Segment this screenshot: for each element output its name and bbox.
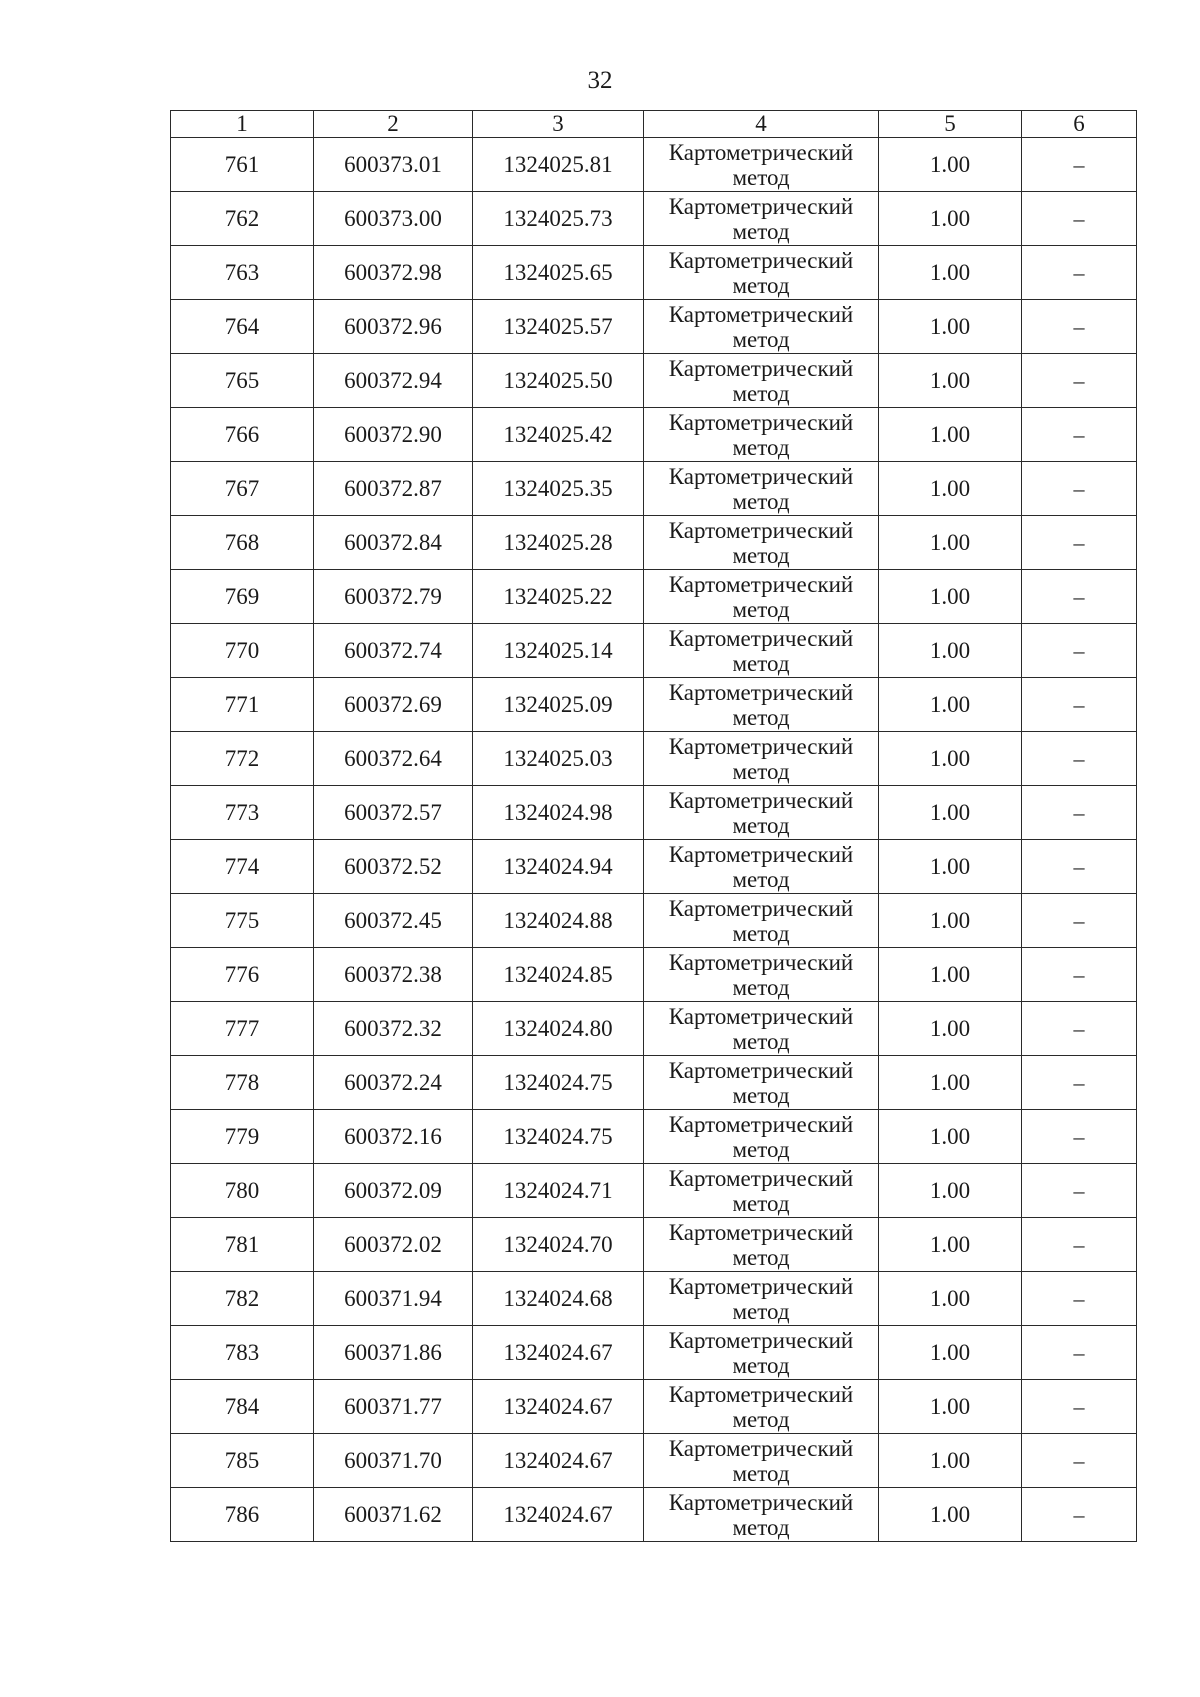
cell-method	[644, 1272, 879, 1326]
method-line-1: Картометрический	[668, 895, 854, 921]
cell-point-number: 761	[171, 138, 314, 192]
method-line-1: Картометрический	[668, 463, 854, 489]
method-line-1: Картометрический	[668, 679, 854, 705]
table-row	[171, 840, 1137, 894]
table-row	[171, 192, 1137, 246]
cell-x-coordinate: 600373.00	[314, 192, 473, 246]
cell-x-coordinate: 600372.32	[314, 1002, 473, 1056]
table-header	[171, 111, 1137, 138]
method-line-1: Картометрический	[668, 409, 854, 435]
cell-method	[644, 354, 879, 408]
method-line-2: метод	[732, 812, 790, 838]
cell-x-coordinate: 600372.74	[314, 624, 473, 678]
cell-note: –	[1022, 1002, 1137, 1056]
cell-accuracy: 1.00	[879, 732, 1022, 786]
cell-y-coordinate: 1324025.35	[473, 462, 644, 516]
cell-note: –	[1022, 1380, 1137, 1434]
method-line-2: метод	[732, 920, 790, 946]
method-line-2: метод	[732, 1244, 790, 1270]
cell-point-number: 778	[171, 1056, 314, 1110]
method-line-2: метод	[732, 542, 790, 568]
cell-y-coordinate: 1324024.67	[473, 1326, 644, 1380]
cell-x-coordinate: 600371.86	[314, 1326, 473, 1380]
cell-x-coordinate: 600371.62	[314, 1488, 473, 1542]
cell-y-coordinate: 1324024.71	[473, 1164, 644, 1218]
cell-y-coordinate: 1324024.68	[473, 1272, 644, 1326]
cell-x-coordinate: 600372.87	[314, 462, 473, 516]
method-line-1: Картометрический	[668, 1003, 854, 1029]
cell-method	[644, 192, 879, 246]
cell-accuracy: 1.00	[879, 840, 1022, 894]
cell-accuracy: 1.00	[879, 300, 1022, 354]
cell-y-coordinate: 1324024.67	[473, 1434, 644, 1488]
cell-point-number: 767	[171, 462, 314, 516]
cell-y-coordinate: 1324024.70	[473, 1218, 644, 1272]
cell-note: –	[1022, 1164, 1137, 1218]
method-line-2: метод	[732, 164, 790, 190]
cell-x-coordinate: 600372.45	[314, 894, 473, 948]
cell-method	[644, 570, 879, 624]
method-line-1: Картометрический	[668, 1435, 854, 1461]
cell-note: –	[1022, 192, 1137, 246]
method-line-2: метод	[732, 218, 790, 244]
cell-accuracy: 1.00	[879, 570, 1022, 624]
cell-point-number: 766	[171, 408, 314, 462]
cell-point-number: 772	[171, 732, 314, 786]
cell-method	[644, 1164, 879, 1218]
cell-method	[644, 624, 879, 678]
method-line-1: Картометрический	[668, 1111, 854, 1137]
method-line-2: метод	[732, 1190, 790, 1216]
cell-accuracy: 1.00	[879, 138, 1022, 192]
cell-accuracy: 1.00	[879, 1056, 1022, 1110]
cell-note: –	[1022, 1488, 1137, 1542]
cell-point-number: 764	[171, 300, 314, 354]
cell-note: –	[1022, 462, 1137, 516]
cell-y-coordinate: 1324024.88	[473, 894, 644, 948]
cell-method	[644, 1218, 879, 1272]
method-line-2: метод	[732, 1028, 790, 1054]
table-row	[171, 1110, 1137, 1164]
method-line-1: Картометрический	[668, 1489, 854, 1515]
table-body	[171, 138, 1137, 1542]
method-line-1: Картометрический	[668, 517, 854, 543]
cell-note: –	[1022, 1110, 1137, 1164]
cell-note: –	[1022, 570, 1137, 624]
method-line-2: метод	[732, 1136, 790, 1162]
cell-accuracy: 1.00	[879, 192, 1022, 246]
method-line-1: Картометрический	[668, 1273, 854, 1299]
cell-accuracy: 1.00	[879, 1218, 1022, 1272]
cell-y-coordinate: 1324025.09	[473, 678, 644, 732]
method-line-2: метод	[732, 488, 790, 514]
cell-y-coordinate: 1324025.28	[473, 516, 644, 570]
cell-note: –	[1022, 516, 1137, 570]
method-line-1: Картометрический	[668, 1327, 854, 1353]
cell-y-coordinate: 1324024.80	[473, 1002, 644, 1056]
method-line-2: метод	[732, 1298, 790, 1324]
table-row	[171, 786, 1137, 840]
header-col-1: 1	[171, 111, 314, 138]
table-row	[171, 894, 1137, 948]
cell-accuracy: 1.00	[879, 246, 1022, 300]
cell-method	[644, 732, 879, 786]
method-line-1: Картометрический	[668, 1381, 854, 1407]
cell-y-coordinate: 1324025.42	[473, 408, 644, 462]
cell-point-number: 783	[171, 1326, 314, 1380]
table-row	[171, 1002, 1137, 1056]
cell-method	[644, 840, 879, 894]
header-col-2: 2	[314, 111, 473, 138]
table-row	[171, 408, 1137, 462]
table-row	[171, 1164, 1137, 1218]
cell-method	[644, 1488, 879, 1542]
method-line-1: Картометрический	[668, 193, 854, 219]
cell-point-number: 769	[171, 570, 314, 624]
method-line-1: Картометрический	[668, 841, 854, 867]
cell-x-coordinate: 600372.64	[314, 732, 473, 786]
cell-method	[644, 246, 879, 300]
table-row	[171, 354, 1137, 408]
cell-accuracy: 1.00	[879, 516, 1022, 570]
cell-x-coordinate: 600372.69	[314, 678, 473, 732]
cell-x-coordinate: 600371.77	[314, 1380, 473, 1434]
table-row	[171, 678, 1137, 732]
cell-point-number: 782	[171, 1272, 314, 1326]
cell-method	[644, 1326, 879, 1380]
cell-accuracy: 1.00	[879, 462, 1022, 516]
method-line-2: метод	[732, 1352, 790, 1378]
method-line-2: метод	[732, 758, 790, 784]
cell-x-coordinate: 600373.01	[314, 138, 473, 192]
cell-method	[644, 1110, 879, 1164]
cell-note: –	[1022, 948, 1137, 1002]
method-line-2: метод	[732, 272, 790, 298]
method-line-1: Картометрический	[668, 1057, 854, 1083]
method-line-1: Картометрический	[668, 949, 854, 975]
table-row	[171, 462, 1137, 516]
cell-note: –	[1022, 786, 1137, 840]
cell-x-coordinate: 600372.09	[314, 1164, 473, 1218]
table-row	[171, 138, 1137, 192]
cell-y-coordinate: 1324024.85	[473, 948, 644, 1002]
method-line-1: Картометрический	[668, 733, 854, 759]
cell-point-number: 776	[171, 948, 314, 1002]
cell-accuracy: 1.00	[879, 1488, 1022, 1542]
method-line-1: Картометрический	[668, 1165, 854, 1191]
cell-accuracy: 1.00	[879, 948, 1022, 1002]
cell-point-number: 777	[171, 1002, 314, 1056]
method-line-1: Картометрический	[668, 625, 854, 651]
cell-method	[644, 948, 879, 1002]
cell-accuracy: 1.00	[879, 894, 1022, 948]
method-line-2: метод	[732, 1406, 790, 1432]
cell-point-number: 774	[171, 840, 314, 894]
cell-note: –	[1022, 246, 1137, 300]
cell-point-number: 770	[171, 624, 314, 678]
cell-x-coordinate: 600372.90	[314, 408, 473, 462]
cell-note: –	[1022, 1218, 1137, 1272]
method-line-2: метод	[732, 380, 790, 406]
table-row	[171, 1056, 1137, 1110]
table-row	[171, 1218, 1137, 1272]
table-row	[171, 570, 1137, 624]
cell-note: –	[1022, 678, 1137, 732]
cell-accuracy: 1.00	[879, 1002, 1022, 1056]
cell-point-number: 786	[171, 1488, 314, 1542]
cell-method	[644, 1380, 879, 1434]
table-row	[171, 300, 1137, 354]
cell-y-coordinate: 1324025.73	[473, 192, 644, 246]
cell-method	[644, 1002, 879, 1056]
page-number: 32	[587, 67, 613, 94]
cell-point-number: 768	[171, 516, 314, 570]
coordinates-table-container	[170, 110, 1136, 1542]
cell-point-number: 763	[171, 246, 314, 300]
cell-note: –	[1022, 840, 1137, 894]
cell-y-coordinate: 1324024.67	[473, 1380, 644, 1434]
table-row	[171, 948, 1137, 1002]
method-line-1: Картометрический	[668, 571, 854, 597]
cell-accuracy: 1.00	[879, 678, 1022, 732]
cell-x-coordinate: 600372.94	[314, 354, 473, 408]
cell-point-number: 773	[171, 786, 314, 840]
cell-note: –	[1022, 354, 1137, 408]
cell-method	[644, 462, 879, 516]
method-line-2: метод	[732, 1514, 790, 1540]
method-line-2: метод	[732, 974, 790, 1000]
cell-accuracy: 1.00	[879, 624, 1022, 678]
cell-accuracy: 1.00	[879, 786, 1022, 840]
cell-note: –	[1022, 1272, 1137, 1326]
cell-accuracy: 1.00	[879, 1110, 1022, 1164]
method-line-1: Картометрический	[668, 247, 854, 273]
cell-point-number: 775	[171, 894, 314, 948]
method-line-2: метод	[732, 1460, 790, 1486]
cell-accuracy: 1.00	[879, 1164, 1022, 1218]
table-row	[171, 1434, 1137, 1488]
cell-y-coordinate: 1324025.65	[473, 246, 644, 300]
cell-method	[644, 1434, 879, 1488]
cell-method	[644, 138, 879, 192]
cell-x-coordinate: 600372.16	[314, 1110, 473, 1164]
method-line-1: Картометрический	[668, 355, 854, 381]
cell-method	[644, 894, 879, 948]
cell-accuracy: 1.00	[879, 1326, 1022, 1380]
method-line-1: Картометрический	[668, 301, 854, 327]
table-row	[171, 1272, 1137, 1326]
header-row	[171, 111, 1137, 138]
cell-note: –	[1022, 894, 1137, 948]
cell-y-coordinate: 1324024.98	[473, 786, 644, 840]
cell-x-coordinate: 600372.84	[314, 516, 473, 570]
cell-point-number: 785	[171, 1434, 314, 1488]
cell-method	[644, 1056, 879, 1110]
table-row	[171, 516, 1137, 570]
table-row	[171, 246, 1137, 300]
method-line-2: метод	[732, 434, 790, 460]
header-col-4: 4	[644, 111, 879, 138]
cell-x-coordinate: 600372.24	[314, 1056, 473, 1110]
cell-point-number: 765	[171, 354, 314, 408]
table-row	[171, 1488, 1137, 1542]
cell-x-coordinate: 600372.57	[314, 786, 473, 840]
cell-note: –	[1022, 732, 1137, 786]
method-line-2: метод	[732, 326, 790, 352]
cell-point-number: 784	[171, 1380, 314, 1434]
cell-y-coordinate: 1324025.14	[473, 624, 644, 678]
cell-method	[644, 408, 879, 462]
cell-point-number: 779	[171, 1110, 314, 1164]
cell-note: –	[1022, 300, 1137, 354]
cell-x-coordinate: 600372.38	[314, 948, 473, 1002]
cell-x-coordinate: 600372.96	[314, 300, 473, 354]
table-row	[171, 1326, 1137, 1380]
cell-x-coordinate: 600372.02	[314, 1218, 473, 1272]
cell-method	[644, 300, 879, 354]
table-row	[171, 732, 1137, 786]
header-col-5: 5	[879, 111, 1022, 138]
cell-note: –	[1022, 1434, 1137, 1488]
method-line-1: Картометрический	[668, 139, 854, 165]
cell-note: –	[1022, 1056, 1137, 1110]
cell-point-number: 781	[171, 1218, 314, 1272]
cell-y-coordinate: 1324025.03	[473, 732, 644, 786]
cell-accuracy: 1.00	[879, 408, 1022, 462]
cell-x-coordinate: 600372.98	[314, 246, 473, 300]
cell-y-coordinate: 1324024.75	[473, 1110, 644, 1164]
method-line-2: метод	[732, 650, 790, 676]
cell-y-coordinate: 1324024.94	[473, 840, 644, 894]
cell-method	[644, 516, 879, 570]
cell-accuracy: 1.00	[879, 354, 1022, 408]
coordinates-table	[170, 110, 1137, 1542]
cell-accuracy: 1.00	[879, 1272, 1022, 1326]
cell-x-coordinate: 600371.94	[314, 1272, 473, 1326]
cell-point-number: 762	[171, 192, 314, 246]
table-row	[171, 1380, 1137, 1434]
method-line-2: метод	[732, 704, 790, 730]
cell-note: –	[1022, 624, 1137, 678]
cell-accuracy: 1.00	[879, 1434, 1022, 1488]
cell-y-coordinate: 1324024.75	[473, 1056, 644, 1110]
cell-method	[644, 678, 879, 732]
cell-method	[644, 786, 879, 840]
cell-note: –	[1022, 408, 1137, 462]
cell-note: –	[1022, 1326, 1137, 1380]
cell-x-coordinate: 600371.70	[314, 1434, 473, 1488]
cell-x-coordinate: 600372.52	[314, 840, 473, 894]
cell-y-coordinate: 1324025.50	[473, 354, 644, 408]
method-line-1: Картометрический	[668, 787, 854, 813]
table-row	[171, 624, 1137, 678]
header-col-6: 6	[1022, 111, 1137, 138]
cell-y-coordinate: 1324025.81	[473, 138, 644, 192]
cell-y-coordinate: 1324025.22	[473, 570, 644, 624]
cell-point-number: 771	[171, 678, 314, 732]
cell-note: –	[1022, 138, 1137, 192]
cell-accuracy: 1.00	[879, 1380, 1022, 1434]
method-line-2: метод	[732, 596, 790, 622]
method-line-2: метод	[732, 1082, 790, 1108]
cell-point-number: 780	[171, 1164, 314, 1218]
method-line-1: Картометрический	[668, 1219, 854, 1245]
method-line-2: метод	[732, 866, 790, 892]
cell-y-coordinate: 1324024.67	[473, 1488, 644, 1542]
header-col-3: 3	[473, 111, 644, 138]
cell-x-coordinate: 600372.79	[314, 570, 473, 624]
cell-y-coordinate: 1324025.57	[473, 300, 644, 354]
